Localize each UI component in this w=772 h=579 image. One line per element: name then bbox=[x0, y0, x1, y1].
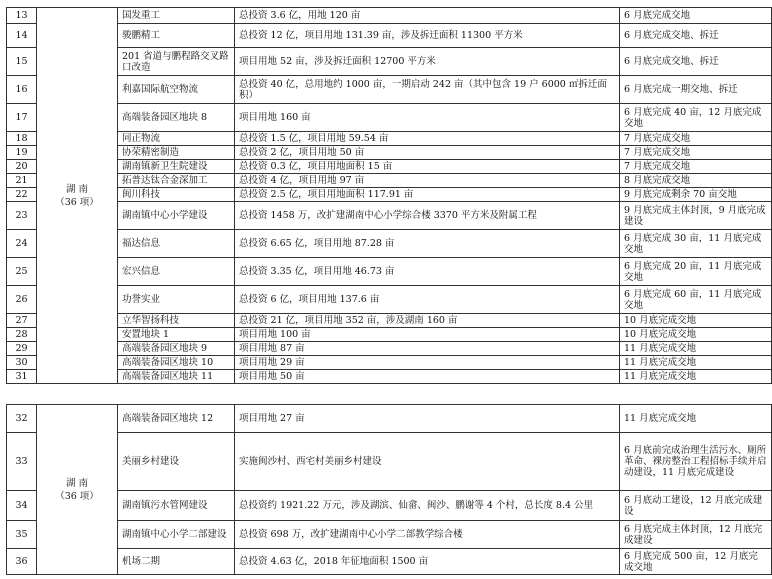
project-target: 6 月底动工建设，12 月底完成建设 bbox=[620, 491, 772, 521]
project-name: 拓普达钛合金深加工 bbox=[118, 174, 235, 188]
table-row bbox=[7, 342, 772, 356]
project-name: 高端装备园区地块 11 bbox=[118, 370, 235, 384]
table-row bbox=[7, 202, 772, 230]
group-name: 湖 南 bbox=[65, 183, 89, 195]
project-name: 高端装备园区地块 12 bbox=[118, 405, 235, 433]
project-target: 6 月底完成 20 亩，11 月底完成交地 bbox=[620, 258, 772, 286]
row-number: 13 bbox=[7, 8, 37, 24]
project-name: 机场二期 bbox=[118, 549, 235, 575]
project-target: 11 月底完成交地 bbox=[620, 356, 772, 370]
project-name: 利嘉国际航空物流 bbox=[118, 76, 235, 104]
table-row bbox=[7, 286, 772, 314]
table-row bbox=[7, 188, 772, 202]
table-row bbox=[7, 314, 772, 328]
group-cell bbox=[37, 8, 118, 384]
row-number: 18 bbox=[7, 132, 37, 146]
project-target: 9 月底完成剩余 70 亩交地 bbox=[620, 188, 772, 202]
row-number: 14 bbox=[7, 24, 37, 48]
row-number: 25 bbox=[7, 258, 37, 286]
row-number: 31 bbox=[7, 370, 37, 384]
row-number: 36 bbox=[7, 549, 37, 575]
project-target: 8 月底完成交地 bbox=[620, 174, 772, 188]
project-name: 201 省道与鹏程路交叉路口改造 bbox=[118, 48, 235, 76]
table-row bbox=[7, 174, 772, 188]
project-content: 总投资 21 亿，项目用地 352 亩，涉及湖南 160 亩 bbox=[235, 314, 620, 328]
project-name: 高端装备园区地块 8 bbox=[118, 104, 235, 132]
project-content: 总投资 12 亿，项目用地 131.39 亩，涉及拆迁面积 11300 平方米 bbox=[235, 24, 620, 48]
project-target: 11 月底完成交地 bbox=[620, 405, 772, 433]
project-target: 6 月底完成 40 亩，12 月底完成交地 bbox=[620, 104, 772, 132]
row-number: 23 bbox=[7, 202, 37, 230]
table-row bbox=[7, 491, 772, 521]
project-table-part-1 bbox=[6, 7, 772, 384]
table-row bbox=[7, 76, 772, 104]
project-table-part-2 bbox=[6, 404, 772, 575]
project-name: 协荣精密制造 bbox=[118, 146, 235, 160]
project-name: 宏兴信息 bbox=[118, 258, 235, 286]
project-target: 7 月底完成交地 bbox=[620, 132, 772, 146]
table-row bbox=[7, 146, 772, 160]
table-row bbox=[7, 258, 772, 286]
row-number: 27 bbox=[7, 314, 37, 328]
table-row bbox=[7, 405, 772, 433]
row-number: 32 bbox=[7, 405, 37, 433]
project-target: 10 月底完成交地 bbox=[620, 314, 772, 328]
project-target: 6 月底完成 60 亩，11 月底完成交地 bbox=[620, 286, 772, 314]
project-content: 总投资 4 亿，项目用地 97 亩 bbox=[235, 174, 620, 188]
table-row bbox=[7, 160, 772, 174]
project-content: 总投资 1.5 亿，项目用地 59.54 亩 bbox=[235, 132, 620, 146]
row-number: 26 bbox=[7, 286, 37, 314]
project-name: 同正物流 bbox=[118, 132, 235, 146]
project-content: 总投资 3.35 亿，项目用地 46.73 亩 bbox=[235, 258, 620, 286]
project-content: 总投资 2 亿，项目用地 50 亩 bbox=[235, 146, 620, 160]
table-row bbox=[7, 230, 772, 258]
project-name: 国发重工 bbox=[118, 8, 235, 24]
project-target: 6 月底完成主体封顶，12 月底完成建设 bbox=[620, 521, 772, 549]
project-content: 总投资 698 万，改扩建湖南中心小学二部教学综合楼 bbox=[235, 521, 620, 549]
project-name: 湖南镇污水管网建设 bbox=[118, 491, 235, 521]
project-name: 高端装备园区地块 9 bbox=[118, 342, 235, 356]
group-count: （36 项） bbox=[55, 490, 99, 502]
group-cell bbox=[37, 405, 118, 575]
row-number: 15 bbox=[7, 48, 37, 76]
row-number: 20 bbox=[7, 160, 37, 174]
project-target: 6 月底完成 30 亩，11 月底完成交地 bbox=[620, 230, 772, 258]
table-row bbox=[7, 24, 772, 48]
project-content: 总投资约 1921.22 万元，涉及湖滨、仙畲、闽沙、鹏谢等 4 个村，总长度 8.4 公里 bbox=[235, 491, 620, 521]
table-row bbox=[7, 549, 772, 575]
project-content: 项目用地 27 亩 bbox=[235, 405, 620, 433]
row-number: 17 bbox=[7, 104, 37, 132]
project-content: 项目用地 160 亩 bbox=[235, 104, 620, 132]
project-content: 项目用地 100 亩 bbox=[235, 328, 620, 342]
project-content: 实施闽沙村、西宅村美丽乡村建设 bbox=[235, 433, 620, 491]
row-number: 22 bbox=[7, 188, 37, 202]
project-name: 安置地块 1 bbox=[118, 328, 235, 342]
row-number: 35 bbox=[7, 521, 37, 549]
project-content: 项目用地 87 亩 bbox=[235, 342, 620, 356]
row-number: 33 bbox=[7, 433, 37, 491]
project-name: 湖南镇中心小学二部建设 bbox=[118, 521, 235, 549]
project-name: 骏鹏精工 bbox=[118, 24, 235, 48]
row-number: 16 bbox=[7, 76, 37, 104]
row-number: 28 bbox=[7, 328, 37, 342]
project-target: 6 月底完成 500 亩，12 月底完成交地 bbox=[620, 549, 772, 575]
project-name: 湖南镇中心小学建设 bbox=[118, 202, 235, 230]
table-row bbox=[7, 521, 772, 549]
project-name: 立华智扬科技 bbox=[118, 314, 235, 328]
project-content: 总投资 0.3 亿，项目用地面积 15 亩 bbox=[235, 160, 620, 174]
table-row bbox=[7, 8, 772, 24]
project-target: 6 月底完成交地、拆迁 bbox=[620, 24, 772, 48]
project-target: 7 月底完成交地 bbox=[620, 160, 772, 174]
project-content: 项目用地 29 亩 bbox=[235, 356, 620, 370]
row-number: 21 bbox=[7, 174, 37, 188]
table-row bbox=[7, 328, 772, 342]
row-number: 24 bbox=[7, 230, 37, 258]
project-content: 项目用地 52 亩，涉及拆迁面积 12700 平方米 bbox=[235, 48, 620, 76]
table-row bbox=[7, 356, 772, 370]
project-content: 总投资 6.65 亿，项目用地 87.28 亩 bbox=[235, 230, 620, 258]
project-name: 美丽乡村建设 bbox=[118, 433, 235, 491]
project-target: 11 月底完成交地 bbox=[620, 370, 772, 384]
table-row bbox=[7, 48, 772, 76]
group-name: 湖 南 bbox=[65, 477, 89, 489]
project-target: 6 月底完成一期交地、拆迁 bbox=[620, 76, 772, 104]
project-target: 10 月底完成交地 bbox=[620, 328, 772, 342]
table-row bbox=[7, 132, 772, 146]
project-target: 6 月底完成交地 bbox=[620, 8, 772, 24]
project-content: 总投资 2.5 亿，项目用地面积 117.91 亩 bbox=[235, 188, 620, 202]
row-number: 29 bbox=[7, 342, 37, 356]
project-content: 总投资 40 亿，总用地约 1000 亩，一期启动 242 亩（其中包含 19 户 6000 ㎡拆迁面积） bbox=[235, 76, 620, 104]
project-content: 总投资 1458 万，改扩建湖南中心小学综合楼 3370 平方米及附属工程 bbox=[235, 202, 620, 230]
project-target: 6 月底完成交地、拆迁 bbox=[620, 48, 772, 76]
row-number: 30 bbox=[7, 356, 37, 370]
table-row bbox=[7, 104, 772, 132]
project-name: 高端装备园区地块 10 bbox=[118, 356, 235, 370]
project-content: 项目用地 50 亩 bbox=[235, 370, 620, 384]
project-name: 福达信息 bbox=[118, 230, 235, 258]
project-content: 总投资 6 亿，项目用地 137.6 亩 bbox=[235, 286, 620, 314]
group-count: （36 项） bbox=[55, 196, 99, 208]
table-row bbox=[7, 370, 772, 384]
project-content: 总投资 4.63 亿，2018 年征地面积 1500 亩 bbox=[235, 549, 620, 575]
row-number: 34 bbox=[7, 491, 37, 521]
project-target: 11 月底完成交地 bbox=[620, 342, 772, 356]
table-row bbox=[7, 433, 772, 491]
project-target: 9 月底完成主体封顶，9 月底完成建设 bbox=[620, 202, 772, 230]
project-name: 功誉实业 bbox=[118, 286, 235, 314]
project-content: 总投资 3.6 亿，用地 120 亩 bbox=[235, 8, 620, 24]
project-name: 湖南镇新卫生院建设 bbox=[118, 160, 235, 174]
row-number: 19 bbox=[7, 146, 37, 160]
project-name: 闽川科技 bbox=[118, 188, 235, 202]
project-target: 6 月底前完成治理生活污水、厕所革命、裸房整治工程招标手续并启动建设，11 月底完成建设 bbox=[620, 433, 772, 491]
project-target: 7 月底完成交地 bbox=[620, 146, 772, 160]
